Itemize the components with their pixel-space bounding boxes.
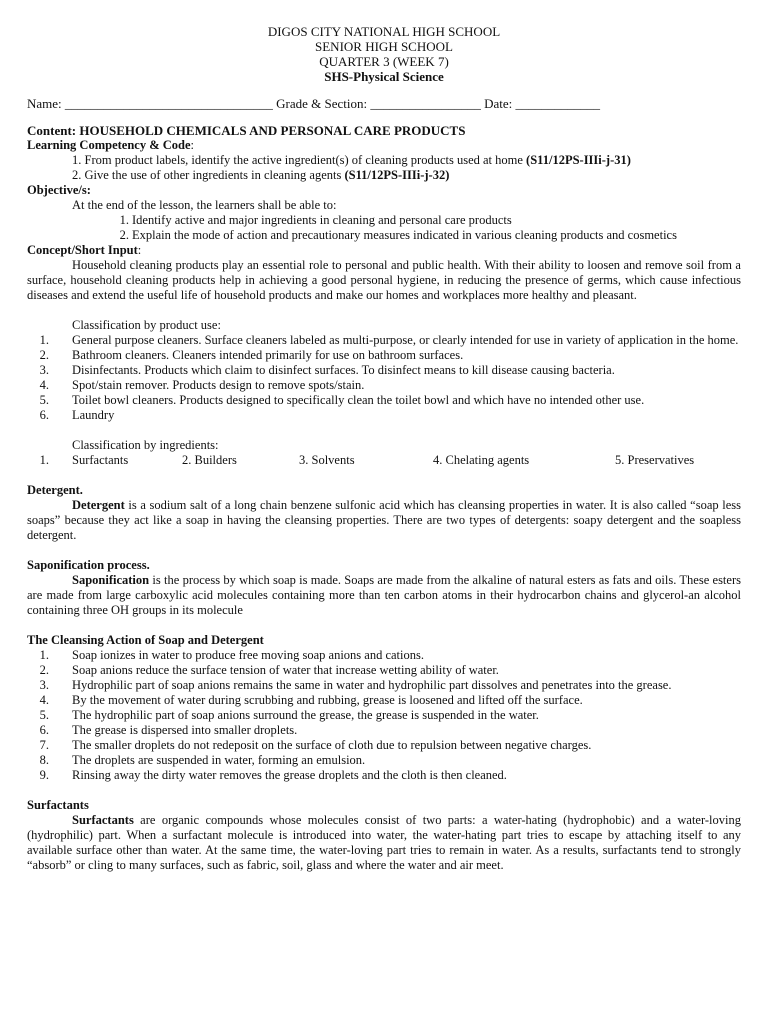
list-item [27,363,741,378]
detergent-term: Detergent [72,498,125,512]
list-number: 1. [39,648,49,662]
list-number: 4. [39,693,49,707]
list-item [27,768,741,783]
list-text: The smaller droplets do not redeposit on the surface of cloth due to repulsion between negative charges. [72,738,592,752]
detergent-heading: Detergent. [27,483,83,497]
list-number: 2. [39,348,49,362]
name-label: Name: [27,96,65,111]
list-text: Soap ionizes in water to produce free moving soap anions and cations. [72,648,424,662]
list-item [27,753,741,768]
list-number: 8. [39,753,49,767]
quarter-week: QUARTER 3 (WEEK 7) [319,54,449,69]
surfactants-paragraph [27,813,741,873]
name-field[interactable]: ________________________________ [64,96,273,111]
ingredient-builders: 2. Builders [182,453,237,467]
list-number: 2. [39,663,49,677]
objectives-intro: At the end of the lesson, the learners shall be able to: [72,198,337,212]
list-item [27,408,741,423]
list-text: By the movement of water during scrubbing and rubbing, grease is loosened and lifted off the surface. [72,693,583,707]
document-header [27,24,741,84]
list-item [27,693,741,708]
saponification-term: Saponification [72,573,150,587]
list-text: Laundry [72,408,115,422]
list-number: 4. [39,378,49,392]
objective-number: 1. [119,213,129,227]
list-item [27,678,741,693]
competency-label: Learning Competency & Code [27,138,191,152]
saponification-paragraph [27,573,741,618]
list-item [27,348,741,363]
classification-ingredients-intro: Classification by ingredients: [72,438,219,452]
objective-item [27,213,741,228]
date-label: Date: [480,96,516,111]
competency-item-2-text: 2. Give the use of other ingredients in cleaning agents [72,168,345,182]
list-text: The hydrophilic part of soap anions surround the grease, the grease is suspended in the water. [72,708,539,722]
list-text: Soap anions reduce the surface tension of water that increase wetting ability of water. [72,663,499,677]
list-number: 6. [39,723,49,737]
list-number: 3. [39,363,49,377]
competency-item-1 [27,153,741,168]
list-number: 9. [39,768,49,782]
subject-title: SHS-Physical Science [324,69,444,84]
student-info-line [27,96,741,111]
content-title: : HOUSEHOLD CHEMICALS AND PERSONAL CARE PRODUCTS [71,123,466,138]
detergent-paragraph [27,498,741,543]
surfactants-text: are organic compounds whose molecules consist of two parts: a water-hating (hydrophobic) and a water-loving (hydrophilic) part. When a surfactant molecule is introduced into water, the water-hating part tries to escape by attaching itself to any available surface other than water. At the same time, the water-loving part tries to remain in water. As a results, surfactants tend to strongly “absorb” or cling to many surfaces, such as fabric, soil, glass and where the water and air meet. [27,813,741,872]
grade-section-field[interactable]: _________________ [370,96,481,111]
list-item [27,723,741,738]
list-text: Hydrophilic part of soap anions remains the same in water and hydrophilic part dissolves and penetrates into the grease. [72,678,672,692]
school-name: DIGOS CITY NATIONAL HIGH SCHOOL [267,24,501,39]
competency-heading [27,138,741,153]
list-item [27,648,741,663]
classification-use-intro: Classification by product use: [72,318,221,332]
list-number: 6. [39,408,49,422]
saponification-heading: Saponification process. [27,558,150,572]
concept-label: Concept/Short Input [27,243,138,257]
concept-colon: : [137,243,142,257]
competency-item-2 [27,168,741,183]
surfactants-term: Surfactants [72,813,134,827]
detergent-text: is a sodium salt of a long chain benzene sulfonic acid which has cleansing properties in water. It is also called “soap less soaps” because they act like a soap in having the cleansing properties. There are two types of detergents: soapy detergent and the soapless detergent. [27,498,741,542]
ingredient-number: 1. [39,453,49,467]
surfactants-heading: Surfactants [27,798,89,812]
list-item [27,378,741,393]
ingredient-chelating-agents: 4. Chelating agents [433,453,530,467]
list-text: Toilet bowl cleaners. Products designed to specifically clean the toilet bowl and which have no intended other use. [72,393,645,407]
list-number: 3. [39,678,49,692]
objective-text: Explain the mode of action and precautionary measures indicated in various cleaning products and cosmetics [132,228,677,242]
list-text: The droplets are suspended in water, forming an emulsion. [72,753,366,767]
list-item [27,333,741,348]
list-number: 5. [39,393,49,407]
list-item [27,663,741,678]
ingredient-preservatives: 5. Preservatives [615,453,695,467]
competency-item-2-code: (S11/12PS-IIIi-j-32) [344,168,450,182]
list-item [27,738,741,753]
cleansing-heading: The Cleansing Action of Soap and Detergent [27,633,264,647]
objective-number: 2. [119,228,129,242]
grade-section-label: Grade & Section: [272,96,371,111]
list-text: Rinsing away the dirty water removes the grease droplets and the cloth is then cleaned. [72,768,507,782]
list-number: 7. [39,738,49,752]
content-label: Content [27,123,72,138]
objective-item [27,228,741,243]
list-text: General purpose cleaners. Surface cleaners labeled as multi-purpose, or clearly intended for use in variety of application in the home. [72,333,739,347]
content-heading [27,123,741,138]
list-number: 5. [39,708,49,722]
list-text: The grease is dispersed into smaller droplets. [72,723,298,737]
list-text: Bathroom cleaners. Cleaners intended primarily for use on bathroom surfaces. [72,348,464,362]
concept-paragraph: Household cleaning products play an essential role to personal and public health. With their ability to loosen and remove soil from a surface, household cleaning products help in achieving a good personal hygiene, in reducing the presence of germs, which cause infectious diseases and extend the useful life of household products and make our homes and workplaces more healthy and pleasant. [27,258,741,302]
list-text: Disinfectants. Products which claim to disinfect surfaces. To disinfect means to kill disease causing bacteria. [72,363,615,377]
date-field[interactable]: _____________ [515,96,601,111]
school-level: SENIOR HIGH SCHOOL [315,39,453,54]
concept-heading [27,243,741,258]
objectives-heading: Objective/s: [27,183,91,197]
ingredients-row [27,453,741,468]
saponification-text: is the process by which soap is made. Soaps are made from the alkaline of natural esters as fats and oils. These esters are made from large carboxylic acid molecules containing more than ten carbon atoms in their hydrocarbon chains and glycerol-an alcohol containing three OH groups in its molecule [27,573,741,617]
ingredient-surfactants: Surfactants [72,453,129,467]
competency-item-1-text: 1. From product labels, identify the active ingredient(s) of cleaning products used at home [72,153,527,167]
list-text: Spot/stain remover. Products design to remove spots/stain. [72,378,365,392]
ingredient-solvents: 3. Solvents [299,453,355,467]
competency-colon: : [190,138,195,152]
list-item [27,393,741,408]
list-item [27,708,741,723]
list-number: 1. [39,333,49,347]
objective-text: Identify active and major ingredients in cleaning and personal care products [132,213,512,227]
competency-item-1-code: (S11/12PS-IIIi-j-31) [526,153,631,167]
